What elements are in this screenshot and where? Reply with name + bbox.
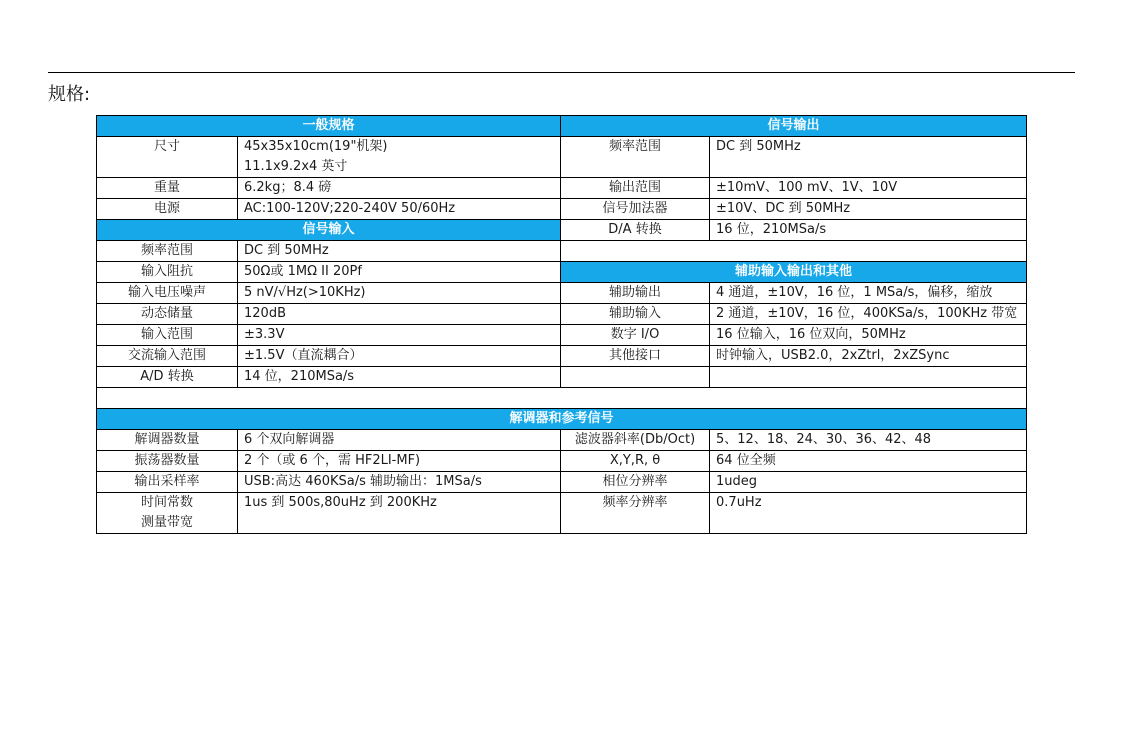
signal-adder-value: ±10V、DC 到 50MHz: [710, 199, 1027, 220]
filter-slope-label: 滤波器斜率(Db/Oct): [561, 430, 710, 451]
input-range-label: 输入范围: [97, 325, 238, 346]
table-row: [97, 262, 1027, 283]
table-row: [97, 178, 1027, 199]
output-sample-rate-value: USB:高达 460KSa/s 辅助输出：1MSa/s: [238, 472, 561, 493]
power-label: 电源: [97, 199, 238, 220]
ad-conversion-label: A/D 转换: [97, 367, 238, 388]
xyr-theta-label: X,Y,R, θ: [561, 451, 710, 472]
aux-input-value: 2 通道，±10V，16 位，400KSa/s，100KHz 带宽: [710, 304, 1027, 325]
table-row: [97, 472, 1027, 493]
aux-output-value: 4 通道，±10V，16 位，1 MSa/s，偏移，缩放: [710, 283, 1027, 304]
input-noise-value: 5 nV/√Hz(>10KHz): [238, 283, 561, 304]
table-row: [97, 199, 1027, 220]
empty-cell: [710, 367, 1027, 388]
input-impedance-value: 50Ω或 1MΩ II 20Pf: [238, 262, 561, 283]
phase-resolution-value: 1udeg: [710, 472, 1027, 493]
signal-adder-label: 信号加法器: [561, 199, 710, 220]
input-impedance-label: 输入阻抗: [97, 262, 238, 283]
demod-count-label: 解调器数量: [97, 430, 238, 451]
input-noise-label: 输入电压噪声: [97, 283, 238, 304]
table-row: [97, 409, 1027, 430]
demod-count-value: 6 个双向解调器: [238, 430, 561, 451]
empty-cell: [561, 241, 1027, 262]
input-freq-label: 频率范围: [97, 241, 238, 262]
table-row: [97, 283, 1027, 304]
filter-slope-value: 5、12、18、24、30、36、42、48: [710, 430, 1027, 451]
table-row: [97, 346, 1027, 367]
dynamic-reserve-value: 120dB: [238, 304, 561, 325]
table-row: [97, 367, 1027, 388]
input-range-value: ±3.3V: [238, 325, 561, 346]
table-row: [97, 430, 1027, 451]
aux-input-label: 辅助输入: [561, 304, 710, 325]
frequency-resolution-value: 0.7uHz: [710, 493, 1027, 534]
section-header-signal-output: 信号输出: [561, 116, 1027, 137]
table-row: [97, 388, 1027, 409]
dynamic-reserve-label: 动态储量: [97, 304, 238, 325]
aux-output-label: 辅助输出: [561, 283, 710, 304]
output-freq-label: 频率范围: [561, 137, 710, 178]
table-row: [97, 493, 1027, 534]
weight-label: 重量: [97, 178, 238, 199]
phase-resolution-label: 相位分辨率: [561, 472, 710, 493]
frequency-resolution-label: 频率分辨率: [561, 493, 710, 534]
time-constant-label-line1: 时间常数: [140, 495, 193, 510]
ad-conversion-value: 14 位，210MSa/s: [238, 367, 561, 388]
section-header-general: 一般规格: [97, 116, 561, 137]
oscillator-count-label: 振荡器数量: [97, 451, 238, 472]
table-row: [97, 451, 1027, 472]
table-row: [97, 116, 1027, 137]
power-value: AC:100-120V;220-240V 50/60Hz: [238, 199, 561, 220]
output-range-label: 输出范围: [561, 178, 710, 199]
spec-heading: 规格:: [48, 84, 91, 105]
digital-io-value: 16 位输入，16 位双向，50MHz: [710, 325, 1027, 346]
output-range-value: ±10mV、100 mV、1V、10V: [710, 178, 1027, 199]
da-conversion-label: D/A 转换: [561, 220, 710, 241]
other-interfaces-label: 其他接口: [561, 346, 710, 367]
table-row: [97, 220, 1027, 241]
section-header-aux: 辅助输入输出和其他: [561, 262, 1027, 283]
time-constant-label: [97, 493, 238, 534]
size-value: [238, 137, 561, 178]
section-header-demodulator: 解调器和参考信号: [97, 409, 1027, 430]
input-freq-value: DC 到 50MHz: [238, 241, 561, 262]
output-sample-rate-label: 输出采样率: [97, 472, 238, 493]
size-label: 尺寸: [97, 137, 238, 178]
output-freq-value: DC 到 50MHz: [710, 137, 1027, 178]
digital-io-label: 数字 I/O: [561, 325, 710, 346]
table-row: [97, 241, 1027, 262]
ac-input-range-label: 交流输入范围: [97, 346, 238, 367]
top-horizontal-rule: [48, 72, 1075, 73]
time-constant-label-line2: 测量带宽: [140, 515, 193, 530]
table-row: [97, 325, 1027, 346]
table-row: [97, 304, 1027, 325]
da-conversion-value: 16 位，210MSa/s: [710, 220, 1027, 241]
ac-input-range-value: ±1.5V（直流耦合）: [238, 346, 561, 367]
oscillator-count-value: 2 个（或 6 个，需 HF2LI-MF): [238, 451, 561, 472]
specification-table: [96, 115, 1027, 534]
other-interfaces-value: 时钟输入，USB2.0，2xZtrl，2xZSync: [710, 346, 1027, 367]
size-value-line1: 45x35x10cm(19"机架): [244, 139, 388, 154]
xyr-theta-value: 64 位全频: [710, 451, 1027, 472]
empty-spacer-row: [97, 388, 1027, 409]
section-header-signal-input: 信号输入: [97, 220, 561, 241]
size-value-line2: 11.1x9.2x4 英寸: [244, 159, 348, 174]
empty-cell: [561, 367, 710, 388]
time-constant-value: 1us 到 500s,80uHz 到 200KHz: [238, 493, 561, 534]
weight-value: 6.2kg；8.4 磅: [238, 178, 561, 199]
table-row: [97, 137, 1027, 178]
